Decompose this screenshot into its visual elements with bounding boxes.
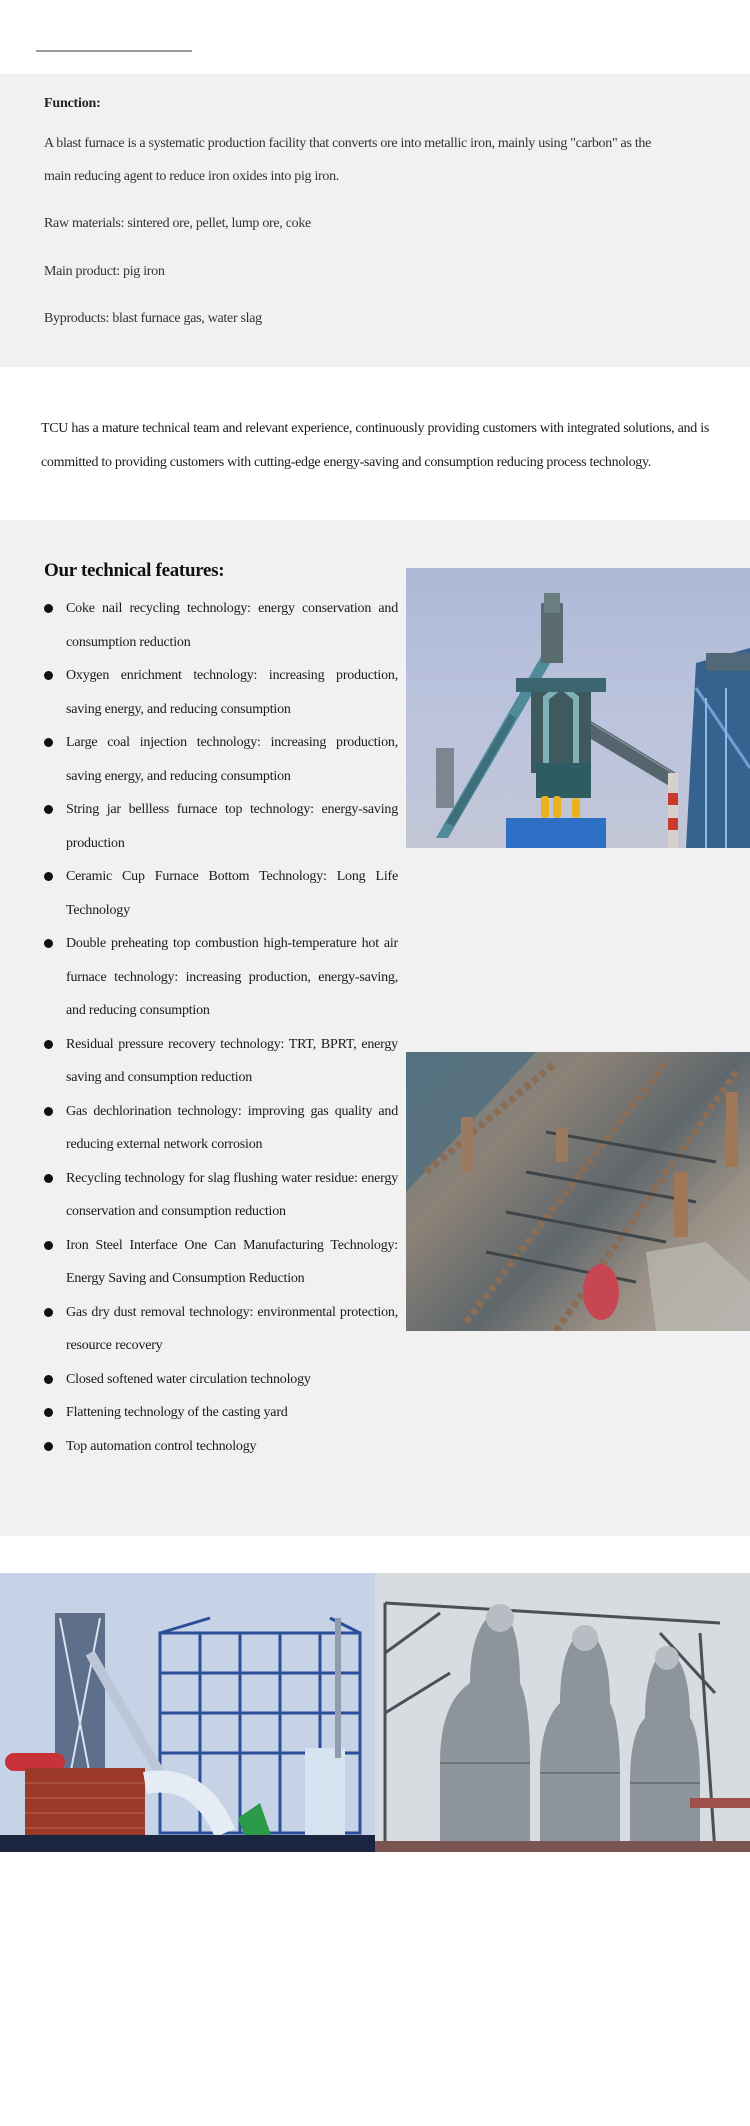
bullet-icon: [44, 671, 53, 680]
function-title: Function:: [44, 96, 101, 111]
feature-item: Gas dry dust removal technology: environmental protection, resource recovery: [44, 1296, 398, 1363]
feature-item: Top automation control technology: [44, 1430, 398, 1464]
intro-paragraph: TCU has a mature technical team and relevant experience, continuously providing customers with integrated solutions, and is committed to providing customers with cutting-edge energy-saving and consumption reducing process technology.: [41, 421, 709, 470]
page-header: [0, 0, 750, 74]
feature-item: Oxygen enrichment technology: increasing production, saving energy, and reducing consumption: [44, 659, 398, 726]
bullet-icon: [44, 1241, 53, 1250]
feature-item: Large coal injection technology: increasing production, saving energy, and reducing consumption: [44, 726, 398, 793]
plant-banner-photo: [0, 1573, 750, 1852]
furnace-photo: [406, 568, 750, 848]
bullet-icon: [44, 939, 53, 948]
byproducts: Byproducts: blast furnace gas, water slag: [44, 311, 262, 326]
function-section: [0, 74, 750, 367]
feature-item: Residual pressure recovery technology: TRT, BPRT, energy saving and consumption reduction: [44, 1028, 398, 1095]
feature-item: Coke nail recycling technology: energy conservation and consumption reduction: [44, 592, 398, 659]
chain-conveyor-photo: [406, 1052, 750, 1331]
feature-item: Closed softened water circulation technology: [44, 1363, 398, 1397]
function-description-line-2: main reducing agent to reduce iron oxides into pig iron.: [44, 169, 340, 184]
feature-item: Recycling technology for slag flushing water residue: energy conservation and consumption reduction: [44, 1162, 398, 1229]
raw-materials: Raw materials: sintered ore, pellet, lump ore, coke: [44, 216, 311, 231]
intro-section: [0, 367, 750, 520]
feature-item: Ceramic Cup Furnace Bottom Technology: Long Life Technology: [44, 860, 398, 927]
header-divider: [36, 50, 192, 52]
bullet-icon: [44, 1408, 53, 1417]
features-list: [44, 592, 398, 1463]
feature-item: Double preheating top combustion high-temperature hot air furnace technology: increasing production, energy-saving, and reducing consumption: [44, 927, 398, 1028]
feature-item: String jar bellless furnace top technology: energy-saving production: [44, 793, 398, 860]
bullet-icon: [44, 604, 53, 613]
bullet-icon: [44, 1442, 53, 1451]
bullet-icon: [44, 805, 53, 814]
bullet-icon: [44, 738, 53, 747]
function-description-line-1: A blast furnace is a systematic production facility that converts ore into metallic iron, mainly using "carbon" as the: [44, 136, 652, 151]
bullet-icon: [44, 1308, 53, 1317]
bullet-icon: [44, 1107, 53, 1116]
features-title: Our technical features:: [44, 560, 225, 581]
feature-item: Flattening technology of the casting yard: [44, 1396, 398, 1430]
main-product: Main product: pig iron: [44, 264, 165, 279]
bullet-icon: [44, 872, 53, 881]
bullet-icon: [44, 1174, 53, 1183]
bullet-icon: [44, 1040, 53, 1049]
feature-item: Iron Steel Interface One Can Manufacturing Technology: Energy Saving and Consumption Reduction: [44, 1229, 398, 1296]
bullet-icon: [44, 1375, 53, 1384]
feature-item: Gas dechlorination technology: improving gas quality and reducing external network corrosion: [44, 1095, 398, 1162]
